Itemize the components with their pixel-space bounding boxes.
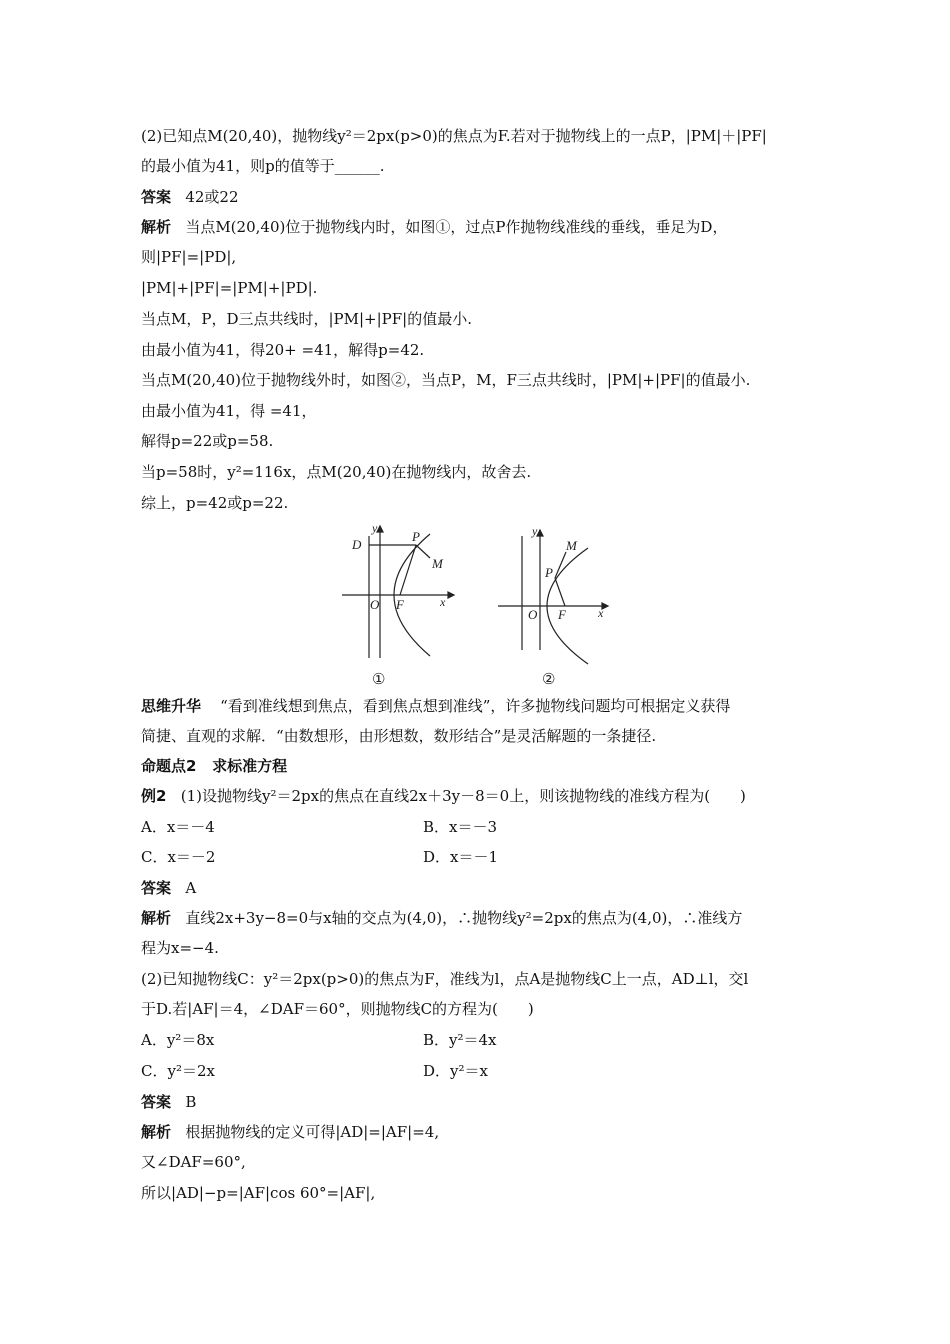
line-11: 解得p=22或p=58. [141,432,274,450]
fig2-pm-line [555,552,566,578]
line-7: 当点M，P，D三点共线时，|PM|+|PF|的值最小. [141,310,472,328]
analysis-3 [141,1122,439,1142]
line-13: 综上，p=42或p=22. [141,494,289,512]
answer-label-2: 答案 [141,879,172,897]
answer-value-3: B [185,1093,197,1111]
topic-title: 求标准方程 [212,757,288,775]
answer-2 [141,878,196,898]
line-5: 则|PF|=|PD|, [141,248,237,266]
line-26: 于D.若|AF|＝4，∠DAF＝60°，则抛物线C的方程为( ) [141,1000,534,1018]
example-text: (1)设抛物线y²＝2px的焦点在直线2x＋3y－8＝0上，则该抛物线的准线方程为( ) [180,787,746,805]
line-15: 简捷、直观的求解．“由数想形，由形想数，数形结合”是灵活解题的一条捷径. [141,727,657,745]
analysis-2 [141,908,742,928]
fig1-label-x: x [440,595,446,609]
fig2-label-O: O [528,607,538,622]
line-10: 由最小值为41，得 =41， [141,402,317,420]
fig1-label-D: D [352,537,362,552]
fig2-label-M: M [566,538,577,553]
answer-3 [141,1092,196,1112]
fig2-label-P: P [545,565,553,580]
line-1: (2)已知点M(20,40)，抛物线y²＝2px(p>0)的焦点为F.若对于抛物线上的一点P，|PM|＋|PF| [141,127,767,145]
topic-label: 命题点2 [141,757,197,775]
fig1-label-P: P [412,529,420,544]
answer-label: 答案 [141,188,172,206]
option-c-2: C．y²＝2x [141,1062,215,1080]
answer-label-3: 答案 [141,1093,172,1111]
fig2-fm-line [555,578,565,606]
figure-parabolas [330,518,630,690]
thinking-1 [141,696,730,716]
fig1-x-arrow [448,592,454,598]
fig1-pm-line [416,545,430,558]
example-label: 例2 [141,787,167,805]
line-2: 的最小值为41，则p的值等于______. [141,157,385,175]
fig1-y-arrow [377,526,383,532]
line-9: 当点M(20,40)位于抛物线外时，如图②，当点P，M，F三点共线时，|PM|+|PF|的值最小. [141,371,751,389]
fig2-label-y: y [532,524,538,538]
fig1-pf-line [400,545,416,595]
option-b-2: B．y²＝4x [423,1031,497,1049]
analysis-label: 解析 [141,218,172,236]
example-line [141,786,746,806]
analysis-text-2: 直线2x+3y−8=0与x轴的交点为(4,0)，∴抛物线y²=2px的焦点为(4,0)，∴准线方 [185,909,743,927]
line-34: 所以|AD|−p=|AF|cos 60°=|AF|, [141,1184,376,1202]
line-6: |PM|+|PF|=|PM|+|PD|. [141,279,318,297]
fig2-caption: ② [542,672,556,688]
fig2-label-F: F [558,607,566,622]
line-24: 程为x=−4. [141,939,219,957]
figure-1 [342,521,454,688]
analysis-text: 当点M(20,40)位于抛物线内时，如图①，过点P作抛物线准线的垂线，垂足为D， [185,218,728,236]
fig1-label-y: y [372,521,378,535]
option-d-2: D．y²＝x [423,1062,488,1080]
answer-value: 42或22 [185,188,239,206]
answer-1 [141,187,239,207]
figure-2 [498,524,608,688]
option-d-1: D．x＝－1 [423,848,499,866]
analysis-text-3: 根据抛物线的定义可得|AD|=|AF|=4, [185,1123,440,1141]
line-8: 由最小值为41，得20+ =41，解得p=42. [141,341,425,359]
line-25: (2)已知抛物线C：y²＝2px(p>0)的焦点为F，准线为l，点A是抛物线C上一点，AD⊥l，交l [141,970,749,988]
option-a-1: A．x＝－4 [141,818,215,836]
analysis-1 [141,217,727,237]
analysis-label-3: 解析 [141,1123,172,1141]
fig1-label-F: F [396,597,404,612]
option-c-1: C．x＝－2 [141,848,216,866]
fig2-y-arrow [537,530,543,536]
line-12: 当p=58时，y²=116x，点M(20,40)在抛物线内，故舍去. [141,463,532,481]
option-b-1: B．x＝－3 [423,818,498,836]
thinking-text: “看到准线想到焦点，看到焦点想到准线”，许多抛物线问题均可根据定义获得 [220,697,731,715]
topic-heading [141,756,287,776]
analysis-label-2: 解析 [141,909,172,927]
fig1-label-O: O [370,597,380,612]
fig2-label-x: x [598,606,604,620]
option-a-2: A．y²＝8x [141,1031,215,1049]
line-33: 又∠DAF=60°, [141,1153,246,1171]
answer-value-2: A [185,879,197,897]
thinking-label: 思维升华 [141,697,202,715]
fig1-caption: ① [372,672,386,688]
fig1-label-M: M [432,556,443,571]
